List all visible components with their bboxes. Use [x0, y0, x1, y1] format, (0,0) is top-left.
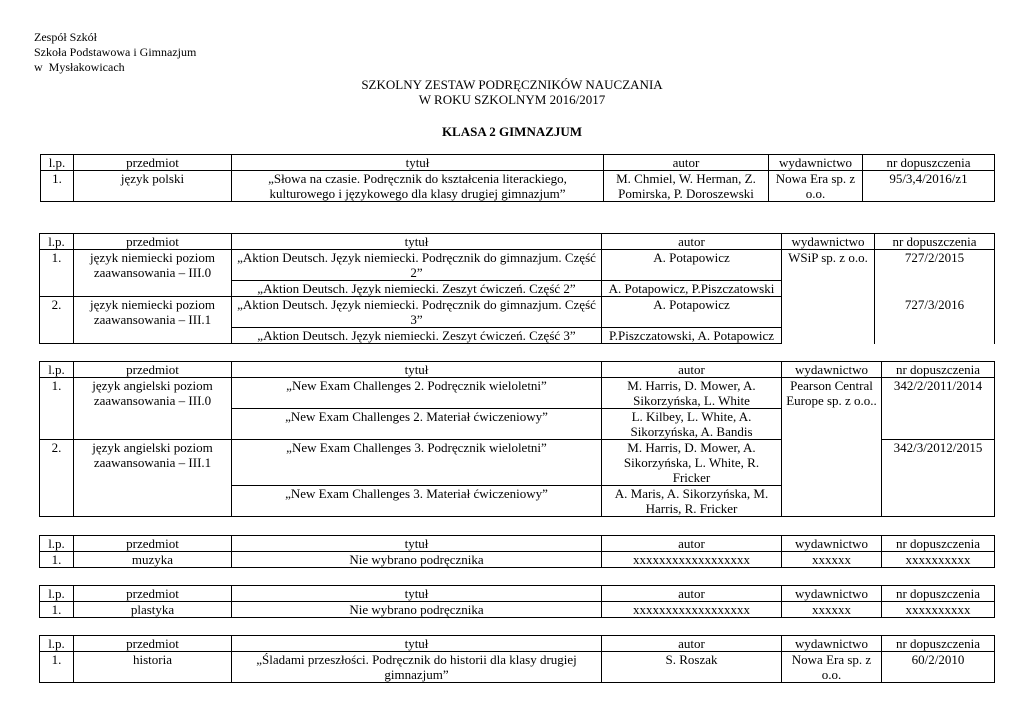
cell-author: L. Kilbey, L. White, A. Sikorzyńska, A. Bandis: [602, 409, 782, 440]
cell-author: A. Maris, A. Sikorzyńska, M. Harris, R. Fricker: [602, 486, 782, 517]
table-header-row: [41, 155, 995, 171]
cell-title: Nie wybrano podręcznika: [232, 602, 602, 618]
cell-author: A. Potapowicz: [602, 297, 782, 328]
cell-approval-no: xxxxxxxxxx: [882, 602, 995, 618]
cell-author: M. Harris, D. Mower, A. Sikorzyńska, L. White: [602, 378, 782, 409]
header-author: autor: [602, 586, 782, 602]
school-line-3: w Mysłakowicach: [34, 60, 125, 74]
table-header-row: [40, 234, 995, 250]
cell-lp: 1.: [40, 552, 74, 568]
header-title: tytuł: [232, 586, 602, 602]
header-lp: l.p.: [40, 586, 74, 602]
cell-approval-no: 60/2/2010: [882, 652, 995, 683]
header-publisher: wydawnictwo: [782, 362, 882, 378]
cell-lp: 1.: [40, 652, 74, 683]
cell-subject: plastyka: [74, 602, 232, 618]
table-polish: [40, 154, 995, 202]
cell-title: „Aktion Deutsch. Język niemiecki. Zeszyt ćwiczeń. Część 3”: [232, 328, 602, 344]
title-line-1: SZKOLNY ZESTAW PODRĘCZNIKÓW NAUCZANIA: [361, 77, 663, 92]
header-subject: przedmiot: [74, 536, 232, 552]
cell-publisher: xxxxxx: [782, 602, 882, 618]
header-approval-no: nr dopuszczenia: [882, 636, 995, 652]
cell-lp: 1.: [41, 171, 74, 202]
header-title: tytuł: [232, 155, 604, 171]
cell-publisher: WSiP sp. z o.o.: [782, 250, 875, 344]
table-header-row: [40, 586, 995, 602]
cell-publisher: xxxxxx: [782, 552, 882, 568]
school-line-1: Zespół Szkół: [34, 30, 97, 44]
table-row: [40, 378, 995, 409]
table-row: [40, 250, 995, 281]
header-lp: l.p.: [40, 362, 74, 378]
header-title: tytuł: [232, 362, 602, 378]
cell-subject: język niemiecki poziom zaawansowania – III.0: [74, 250, 232, 297]
cell-lp: 2.: [40, 440, 74, 517]
table-german: [39, 233, 995, 344]
cell-subject: muzyka: [74, 552, 232, 568]
cell-title: „Aktion Deutsch. Język niemiecki. Podręcznik do gimnazjum. Część 2”: [232, 250, 602, 281]
header-author: autor: [602, 234, 782, 250]
header-author: autor: [602, 362, 782, 378]
cell-approval-no: 727/3/2016: [875, 297, 995, 344]
cell-publisher: Nowa Era sp. z o.o.: [769, 171, 863, 202]
header-approval-no: nr dopuszczenia: [863, 155, 995, 171]
cell-title: Nie wybrano podręcznika: [232, 552, 602, 568]
table-row: [40, 552, 995, 568]
cell-title: „New Exam Challenges 2. Podręcznik wieloletni”: [232, 378, 602, 409]
cell-approval-no: xxxxxxxxxx: [882, 552, 995, 568]
header-publisher: wydawnictwo: [769, 155, 863, 171]
header-title: tytuł: [232, 636, 602, 652]
class-heading: KLASA 2 GIMNAZJUM: [441, 124, 583, 139]
table-english: [39, 361, 995, 517]
header-author: autor: [602, 536, 782, 552]
table-row: [40, 652, 995, 683]
header-lp: l.p.: [40, 234, 74, 250]
header-publisher: wydawnictwo: [782, 586, 882, 602]
header-subject: przedmiot: [74, 234, 232, 250]
table-art: [39, 585, 995, 618]
cell-subject: historia: [74, 652, 232, 683]
header-approval-no: nr dopuszczenia: [882, 536, 995, 552]
header-lp: l.p.: [40, 536, 74, 552]
cell-author: M. Chmiel, W. Herman, Z. Pomirska, P. Doroszewski: [604, 171, 769, 202]
cell-title: „New Exam Challenges 2. Materiał ćwiczeniowy”: [232, 409, 602, 440]
cell-title: „Aktion Deutsch. Język niemiecki. Zeszyt ćwiczeń. Część 2”: [232, 281, 602, 297]
cell-subject: język niemiecki poziom zaawansowania – III.1: [74, 297, 232, 344]
cell-lp: 1.: [40, 378, 74, 440]
cell-approval-no: 342/3/2012/2015: [882, 440, 995, 517]
header-publisher: wydawnictwo: [782, 636, 882, 652]
header-subject: przedmiot: [74, 636, 232, 652]
table-header-row: [40, 636, 995, 652]
table-header-row: [40, 536, 995, 552]
header-approval-no: nr dopuszczenia: [882, 586, 995, 602]
table-music: [39, 535, 995, 568]
cell-lp: 1.: [40, 602, 74, 618]
header-author: autor: [602, 636, 782, 652]
cell-approval-no: 95/3,4/2016/z1: [863, 171, 995, 202]
school-line-2: Szkoła Podstawowa i Gimnazjum: [34, 45, 197, 59]
table-history: [39, 635, 995, 683]
header-subject: przedmiot: [74, 362, 232, 378]
table-header-row: [40, 362, 995, 378]
table-row: [41, 171, 995, 202]
cell-title: „New Exam Challenges 3. Podręcznik wieloletni”: [232, 440, 602, 486]
cell-author: A. Potapowicz, P.Piszczatowski: [602, 281, 782, 297]
cell-approval-no: 342/2/2011/2014: [882, 378, 995, 440]
table-row: [40, 602, 995, 618]
header-title: tytuł: [232, 536, 602, 552]
header-author: autor: [604, 155, 769, 171]
cell-approval-no: 727/2/2015: [875, 250, 995, 297]
cell-title: „New Exam Challenges 3. Materiał ćwiczeniowy”: [232, 486, 602, 517]
school-name: [34, 30, 196, 75]
header-subject: przedmiot: [74, 155, 232, 171]
header-title: tytuł: [232, 234, 602, 250]
cell-publisher: Pearson Central Europe sp. z o.o..: [782, 378, 882, 517]
cell-author: P.Piszczatowski, A. Potapowicz: [602, 328, 782, 344]
header-approval-no: nr dopuszczenia: [875, 234, 995, 250]
cell-author: xxxxxxxxxxxxxxxxxx: [602, 552, 782, 568]
header-publisher: wydawnictwo: [782, 234, 875, 250]
header-approval-no: nr dopuszczenia: [882, 362, 995, 378]
title-line-2: W ROKU SZKOLNYM 2016/2017: [418, 92, 606, 107]
cell-author: xxxxxxxxxxxxxxxxxx: [602, 602, 782, 618]
header-lp: l.p.: [41, 155, 74, 171]
document-title: [0, 77, 1024, 107]
cell-lp: 1.: [40, 250, 74, 297]
cell-title: „Słowa na czasie. Podręcznik do kształcenia literackiego, kulturowego i językowego dla klasy drugiej gimnazjum”: [232, 171, 604, 202]
cell-title: „Śladami przeszłości. Podręcznik do historii dla klasy drugiej gimnazjum”: [232, 652, 602, 683]
cell-subject: język polski: [74, 171, 232, 202]
header-lp: l.p.: [40, 636, 74, 652]
header-publisher: wydawnictwo: [782, 536, 882, 552]
cell-subject: język angielski poziom zaawansowania – III.1: [74, 440, 232, 517]
cell-subject: język angielski poziom zaawansowania – III.0: [74, 378, 232, 440]
cell-author: M. Harris, D. Mower, A. Sikorzyńska, L. White, R. Fricker: [602, 440, 782, 486]
header-subject: przedmiot: [74, 586, 232, 602]
cell-lp: 2.: [40, 297, 74, 344]
cell-title: „Aktion Deutsch. Język niemiecki. Podręcznik do gimnazjum. Część 3”: [232, 297, 602, 328]
cell-author: S. Roszak: [602, 652, 782, 683]
cell-author: A. Potapowicz: [602, 250, 782, 281]
cell-publisher: Nowa Era sp. z o.o.: [782, 652, 882, 683]
